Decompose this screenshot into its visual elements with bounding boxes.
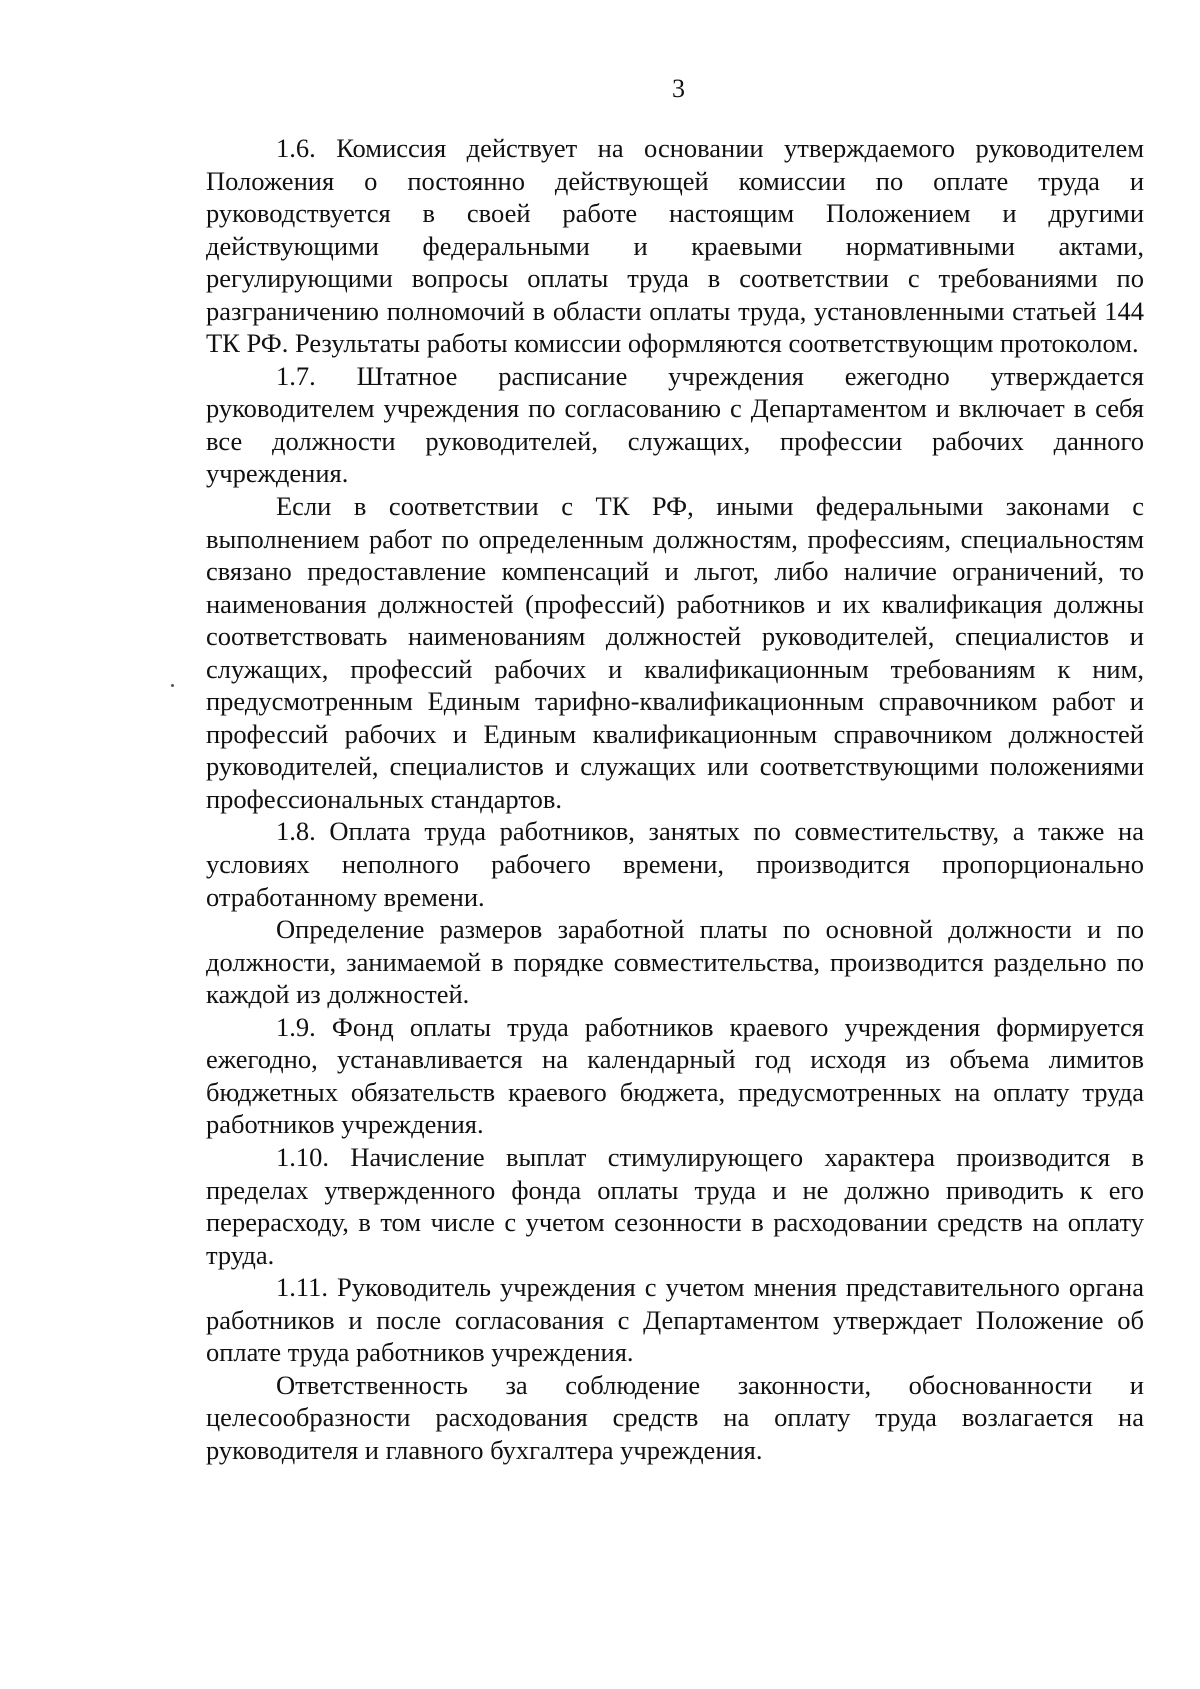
- paragraph-1-7: 1.7. Штатное расписание учреждения ежегодно утверждается руководителем учреждения по согласованию с Департаментом и включает в себя все должности руководителей, служащих, профессии рабочих данного учреждения.: [206, 360, 1144, 489]
- paragraph-1-8: 1.8. Оплата труда работников, занятых по совместительству, а также на условиях неполного рабочего времени, производится пропорционально отработанному времени.: [206, 816, 1144, 912]
- scan-speck: [171, 684, 174, 687]
- paragraph-1-6: 1.6. Комиссия действует на основании утверждаемого руководителем Положения о постоянно действующей комиссии по оплате труда и руководствуется в своей работе настоящим Положением и другими действующими федеральными и краевыми нормативными актами, регулирующими вопросы оплаты труда в соответствии с требованиями по разграничению полномочий в области оплаты труда, установленными статьей 144 ТК РФ. Результаты работы комиссии оформляются соответствующим протоколом.: [206, 133, 1144, 359]
- paragraph-1-9: 1.9. Фонд оплаты труда работников краевого учреждения формируется ежегодно, устанавливается на календарный год исходя из объема лимитов бюджетных обязательств краевого бюджета, предусмотренных на оплату труда работников учреждения.: [206, 1011, 1144, 1140]
- paragraph-1-10: 1.10. Начисление выплат стимулирующего характера производится в пределах утвержденного фонда оплаты труда и не должно приводить к его перерасходу, в том числе с учетом сезонности в расходовании средств на оплату труда.: [206, 1141, 1144, 1270]
- paragraph-1-8-salary-definition: Определение размеров заработной платы по основной должности и по должности, занимаемой в порядке совместительства, производится раздельно по каждой из должностей.: [206, 914, 1144, 1010]
- paragraph-1-11: 1.11. Руководитель учреждения с учетом мнения представительного органа работников и после согласования с Департаментом утверждает Положение об оплате труда работников учреждения.: [206, 1272, 1144, 1368]
- paragraph-1-7-qualifications: Если в соответствии с ТК РФ, иными федеральными законами с выполнением работ по определенным должностям, профессиям, специальностям связано предоставление компенсаций и льгот, либо наличие ограничений, то наименования должностей (профессий) работников и их квалификация должны соответствовать наименованиям должностей руководителей, специалистов и служащих, профессий рабочих и квалификационным требованиям к ним, предусмотренным Единым тарифно-квалификационным справочником работ и профессий рабочих и Единым квалификационным справочником должностей руководителей, специалистов и служащих или соответствующими положениями профессиональных стандартов.: [206, 491, 1144, 814]
- paragraph-1-11-responsibility: Ответственность за соблюдение законности, обоснованности и целесообразности расходования средств на оплату труда возлагается на руководителя и главного бухгалтера учреждения.: [206, 1369, 1144, 1465]
- page-number: 3: [672, 74, 685, 103]
- document-body: [206, 132, 1144, 1466]
